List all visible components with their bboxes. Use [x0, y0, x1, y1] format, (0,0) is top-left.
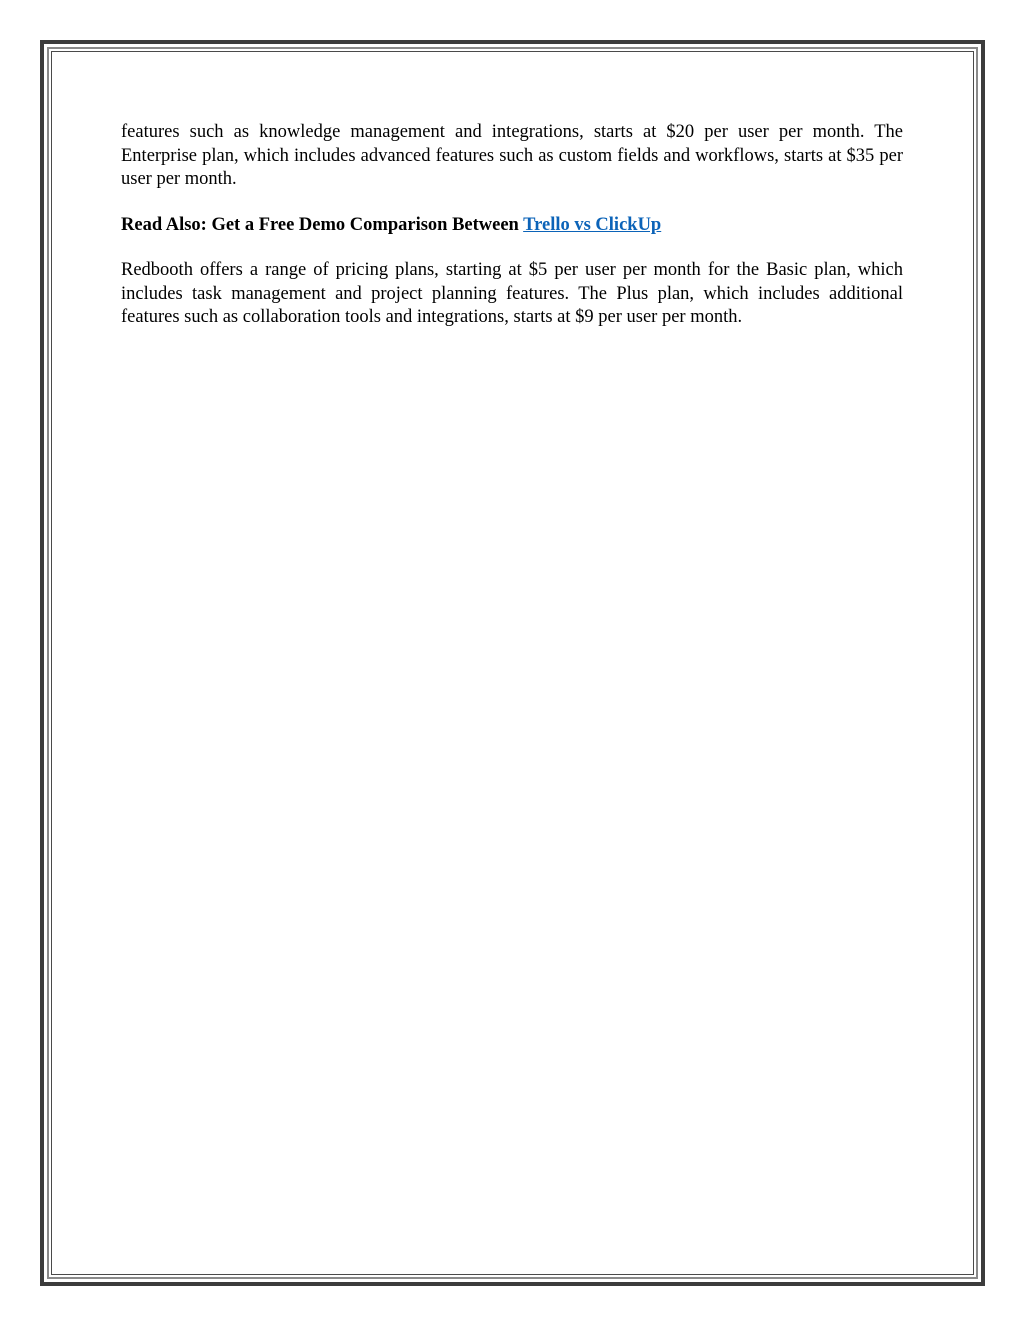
page-content	[121, 121, 903, 330]
read-also-prefix: Read Also: Get a Free Demo Comparison Between	[121, 214, 524, 235]
read-also-line	[121, 214, 903, 238]
paragraph-redbooth-pricing: Redbooth offers a range of pricing plans, starting at $5 per user per month for the Basic plan, which includes task management and project planning features. The Plus plan, which includes additional features such as collaboration tools and integrations, starts at $9 per user per month.	[121, 260, 903, 327]
paragraph-pricing-continued: features such as knowledge management and integrations, starts at $20 per user per month. The Enterprise plan, which includes advanced features such as custom fields and workflows, starts at $35 per user per month.	[121, 122, 903, 189]
trello-vs-clickup-link[interactable]: Trello vs ClickUp	[523, 214, 662, 235]
